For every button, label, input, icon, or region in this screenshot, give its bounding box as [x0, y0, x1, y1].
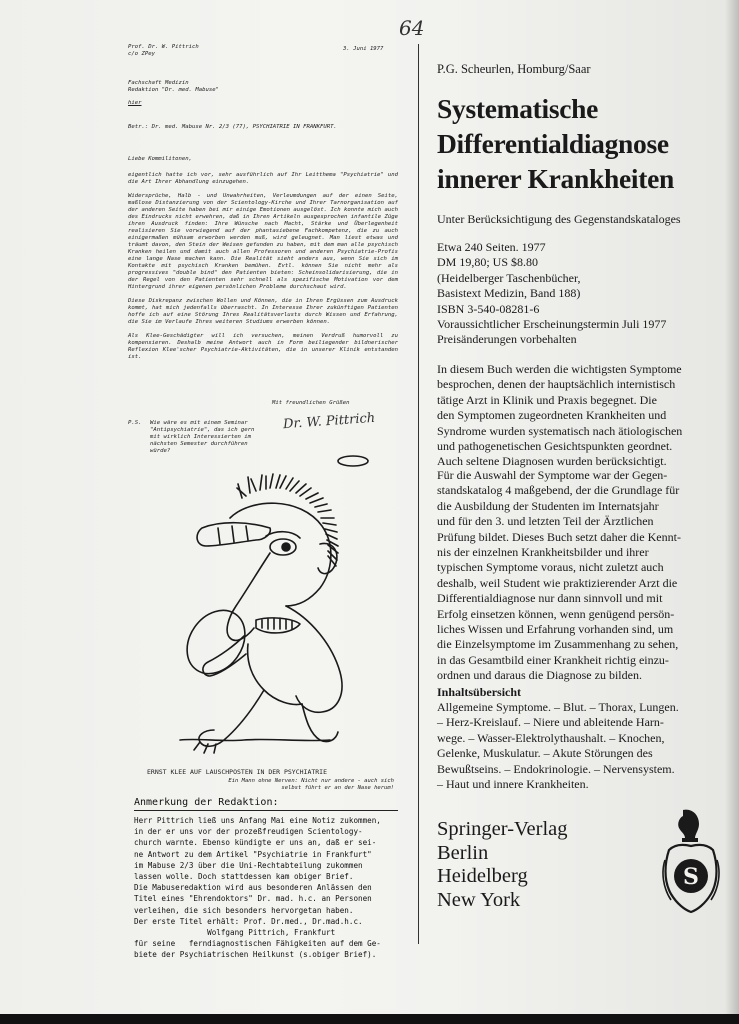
ps-label: P.S. [128, 420, 142, 426]
publisher-line: Berlin [437, 841, 489, 864]
halo-icon [338, 456, 368, 466]
subcaption-line: selbst führt er an der Nase herum! [281, 785, 394, 791]
para-line: besprochen, denen der hauptsächlich internistisch [437, 377, 676, 392]
toc-line: wege. – Wasser-Elektrolythaushalt. – Knochen, [437, 730, 665, 745]
detail-line: Voraussichtlicher Erscheinungstermin Juli 1977 [437, 317, 667, 332]
sender-line: Prof. Dr. W. Pittrich [128, 44, 199, 50]
recipient-line: hier [128, 100, 142, 106]
publisher-name [437, 818, 568, 912]
toc-line: – Haut und innere Krankheiten. [437, 777, 589, 792]
para-line: deshalb, weil Student wie praktizierender Arzt die [437, 575, 678, 590]
para-line: in das Gesamtbild einer Krankheit richtig einzu- [437, 652, 669, 667]
toc-line: Bewußtseins. – Endokrinologie. – Nervensystem. [437, 761, 675, 776]
para-line: und pathogenetischen Gesichtspunkten geordnet. [437, 439, 673, 454]
note-line: in der er uns vor der prozeßfreudigen Scientology- [134, 827, 363, 837]
editorial-note-rule [134, 810, 398, 811]
letter-paragraph: Als Klee-Geschädigter will ich versuchen, meinen Verdruß humorvoll zu kompensieren. Deshalb meine Antwort auch in Form beiliegender bildnerischer Reflexion Klee'scher Psychiatrie-Aktivitäten, die in unserer Klinik entstanden ist. [128, 333, 398, 360]
toc-line: Allgemeine Symptome. – Blut. – Thorax, Lungen. [437, 700, 679, 714]
advert-title [437, 91, 733, 196]
recipient-line: Redaktion "Dr. med. Mabuse" [128, 87, 219, 93]
note-line: ne Antwort zu dem Artikel "Psychiatrie in Frankfurt" [134, 849, 372, 859]
detail-line: Preisänderungen vorbehalten [437, 332, 577, 347]
klee-cartoon-illustration [160, 448, 392, 766]
note-line: Die Mabuseredaktion wird aus besonderen Anlässen den [134, 883, 372, 893]
note-line: verleihen, die sich besonders hervorgetan haben. [134, 905, 354, 915]
title-line: Differentialdiagnose [437, 128, 669, 159]
letter-subject: Betr.: Dr. med. Mabuse Nr. 2/3 (77), PSYCHIATRIE IN FRANKFURT. [128, 124, 337, 130]
toc-heading: Inhaltsübersicht [437, 685, 522, 699]
para-line: standskatalog 4 maßgebend, der die Grundlage für [437, 483, 680, 498]
springer-knight-logo-icon [661, 808, 721, 914]
para-line: die Einzelsymptome im Zusammenhang zu sehen, [437, 637, 679, 652]
publisher-line: New York [437, 888, 521, 911]
letter-closing: Mit freundlichen Grüßen [272, 400, 350, 406]
para-line: Auch seltene Diagnosen wurden berücksichtigt. [437, 454, 667, 469]
cartoon-caption: ERNST KLEE AUF LAUSCHPOSTEN IN DER PSYCHIATRIE [147, 768, 328, 776]
detail-line: Basistext Medizin, Band 188) [437, 286, 581, 301]
toc-line: Gelenke, Muskulatur. – Akute Störungen des [437, 746, 653, 761]
para-line: nis der einzelnen Krankheitsbilder und ihrer [437, 545, 649, 560]
letter-salutation: Liebe Kommilitonen, [128, 156, 192, 162]
column-divider [418, 44, 419, 944]
note-line: church warnte. Ebenso kündigte er uns an, daß er sei- [134, 838, 377, 848]
para-line: den Symptomen zugeordneten Krankheiten und [437, 408, 667, 423]
toc-list [437, 700, 679, 792]
detail-line: ISBN 3-540-08281-6 [437, 301, 540, 316]
note-line: Der erste Titel erhält: Prof. Dr.med., Dr.mad.h.c. [134, 916, 363, 926]
title-line: innerer Krankheiten [437, 163, 674, 194]
note-line: im Mabuse 2/3 über die Uni-Rechtabteilung zukommen [134, 860, 363, 870]
letter-paragraph: eigentlich hatte ich vor, sehr ausführlich auf Ihr Leitthema "Psychiatrie" und die Art Ihrer Abhandlung einzugehen. [128, 172, 398, 185]
sender-line: c/o ZPey [128, 51, 155, 57]
para-line: Syndrome wurden systematisch nach ätiologischen [437, 423, 683, 438]
para-line: liches Wissen und Erfahrung vorhanden sind, um [437, 622, 674, 637]
note-line: Titel eines "Ehrendoktors" Dr. mad. h.c. an Personen [134, 894, 372, 904]
scan-bottom-strip [0, 1014, 739, 1024]
note-line: lassen wolle. Doch stattdessen kam obiger Brief. [134, 872, 354, 882]
editorial-note-heading: Anmerkung der Redaktion: [134, 797, 279, 808]
handwritten-signature: Dr. W. Pittrich [282, 410, 376, 433]
advert-details [437, 240, 666, 348]
para-line: und für den 3. und letzten Teil der Ärztlichen [437, 514, 654, 529]
note-line: Wolfgang Pittrich, Frankfurt [134, 928, 336, 938]
note-line: für seine ferndiagnostischen Fähigkeiten auf dem Ge- [134, 939, 381, 949]
advert-paragraph-1 [437, 362, 719, 470]
detail-line: (Heidelberger Taschenbücher, [437, 270, 581, 285]
para-line: tätige Arzt in Klinik und Praxis begegnet. Die [437, 392, 657, 407]
para-line: Für die Auswahl der Symptome war der Gegen- [437, 468, 668, 482]
advert-subtitle: Unter Berücksichtigung des Gegenstandskataloges [437, 212, 681, 226]
letter-paragraph: Widersprüche, Halb - und Unwahrheiten, Verleumdungen auf der einen Seite, maßlose Distanzierung von der Scientology-Kirche und Ihrer Tarnorganisation auf der anderen Seite haben bei mir einige Emotionen ausgelöst. Ich konnte mich auch des Eindrucks nicht erwehren, daß in Ihren Artikeln ausgesprochen infantile Züge ihren Ausdruck finden: Ihre Wünsche nach Macht, Stärke und Überlegenheit realisieren Sie vorwiegend auf der phantasiebene Fachkompetenz, die zu auch einigermaßen mühsam erworben werden muß, wird geleugnet. Man liest etwas und träumt davon, den Stein der Weisen gefunden zu haben, mit dem man alle psychisch Kranken heilen und damit auch allen Professoren und anderen Psychiatrie-Profis eine lange Nase machen kann. Die Realität sieht anders aus, wenn Sie sich im Kontakte mit psychisch Kranken bemühen. Evtl. können Sie nicht mehr als progressives "double bind" den Patienten bieten: Scheinsolidarisierung, die in der Regel von den Patienten sehr schnell als spezifische Motivation vor dem Hintergrund ihrer eigenen persönlichen Probleme durchschaut wird. [128, 193, 398, 290]
svg-text:S: S [683, 864, 699, 890]
cartoon-subcaption [162, 778, 394, 792]
letter-date: 3. Juni 1977 [343, 46, 384, 52]
page-number: 64 [399, 16, 425, 40]
advert-author: P.G. Scheurlen, Homburg/Saar [437, 62, 591, 76]
advert-paragraph-2 [437, 468, 719, 684]
detail-line: Etwa 240 Seiten. 1977 [437, 240, 546, 254]
publisher-line: Heidelberg [437, 865, 528, 887]
para-line: Erfolg einsetzen können, wenn genügend persön- [437, 606, 675, 621]
ps-text: Wie wäre es mit einem Seminar "Antipsychiatrie", das ich gern mit wirklich Interessierten im nächsten Semester durchführen würde? [150, 420, 255, 454]
publisher-line: Springer-Verlag [437, 818, 568, 840]
editorial-note-body [134, 815, 400, 961]
letter-paragraph: Diese Diskrepanz zwischen Wollen und Können, die in Ihren Ergüssen zum Ausdruck kommt, hat mich jedenfalls überrascht. In Interesse Ihrer zukünftigen Patienten hoffe ich auf eine Störung Ihres Realitätsverlusts durch Wissen und Erfahrung, die Sie im Verlaufe Ihres weiteren Studiums erwerben können. [128, 298, 398, 325]
note-line: biete der Psychiatrischen Heilkunst (s.obiger Brief). [134, 950, 377, 960]
subcaption-line: Ein Mann ohne Nerven: Nicht nur andere - auch sich [228, 778, 394, 784]
para-line: ordnen und daraus die Diagnose zu bilden. [437, 668, 642, 683]
para-line: Prüfung bildet. Dieses Buch setzt daher die Kennt- [437, 529, 681, 544]
para-line: In diesem Buch werden die wichtigsten Symptome [437, 362, 682, 376]
detail-line: DM 19,80; US $8.80 [437, 255, 539, 270]
para-line: die Ausbildung der Studenten im Internatsjahr [437, 498, 659, 513]
toc-line: – Herz-Kreislauf. – Niere und ableitende Harn- [437, 715, 664, 730]
letter-recipient [128, 80, 219, 107]
para-line: typischen Symptome voraus, nicht zuletzt auch [437, 560, 664, 575]
letter-sender [128, 44, 199, 58]
para-line: Differentialdiagnose nur dann sinnvoll und mit [437, 591, 663, 606]
note-line: Herr Pittrich ließ uns Anfang Mai eine Notiz zukommen, [134, 816, 381, 825]
recipient-line: Fachschaft Medizin [128, 80, 189, 86]
title-line: Systematische [437, 93, 599, 124]
letter-body [128, 172, 398, 368]
